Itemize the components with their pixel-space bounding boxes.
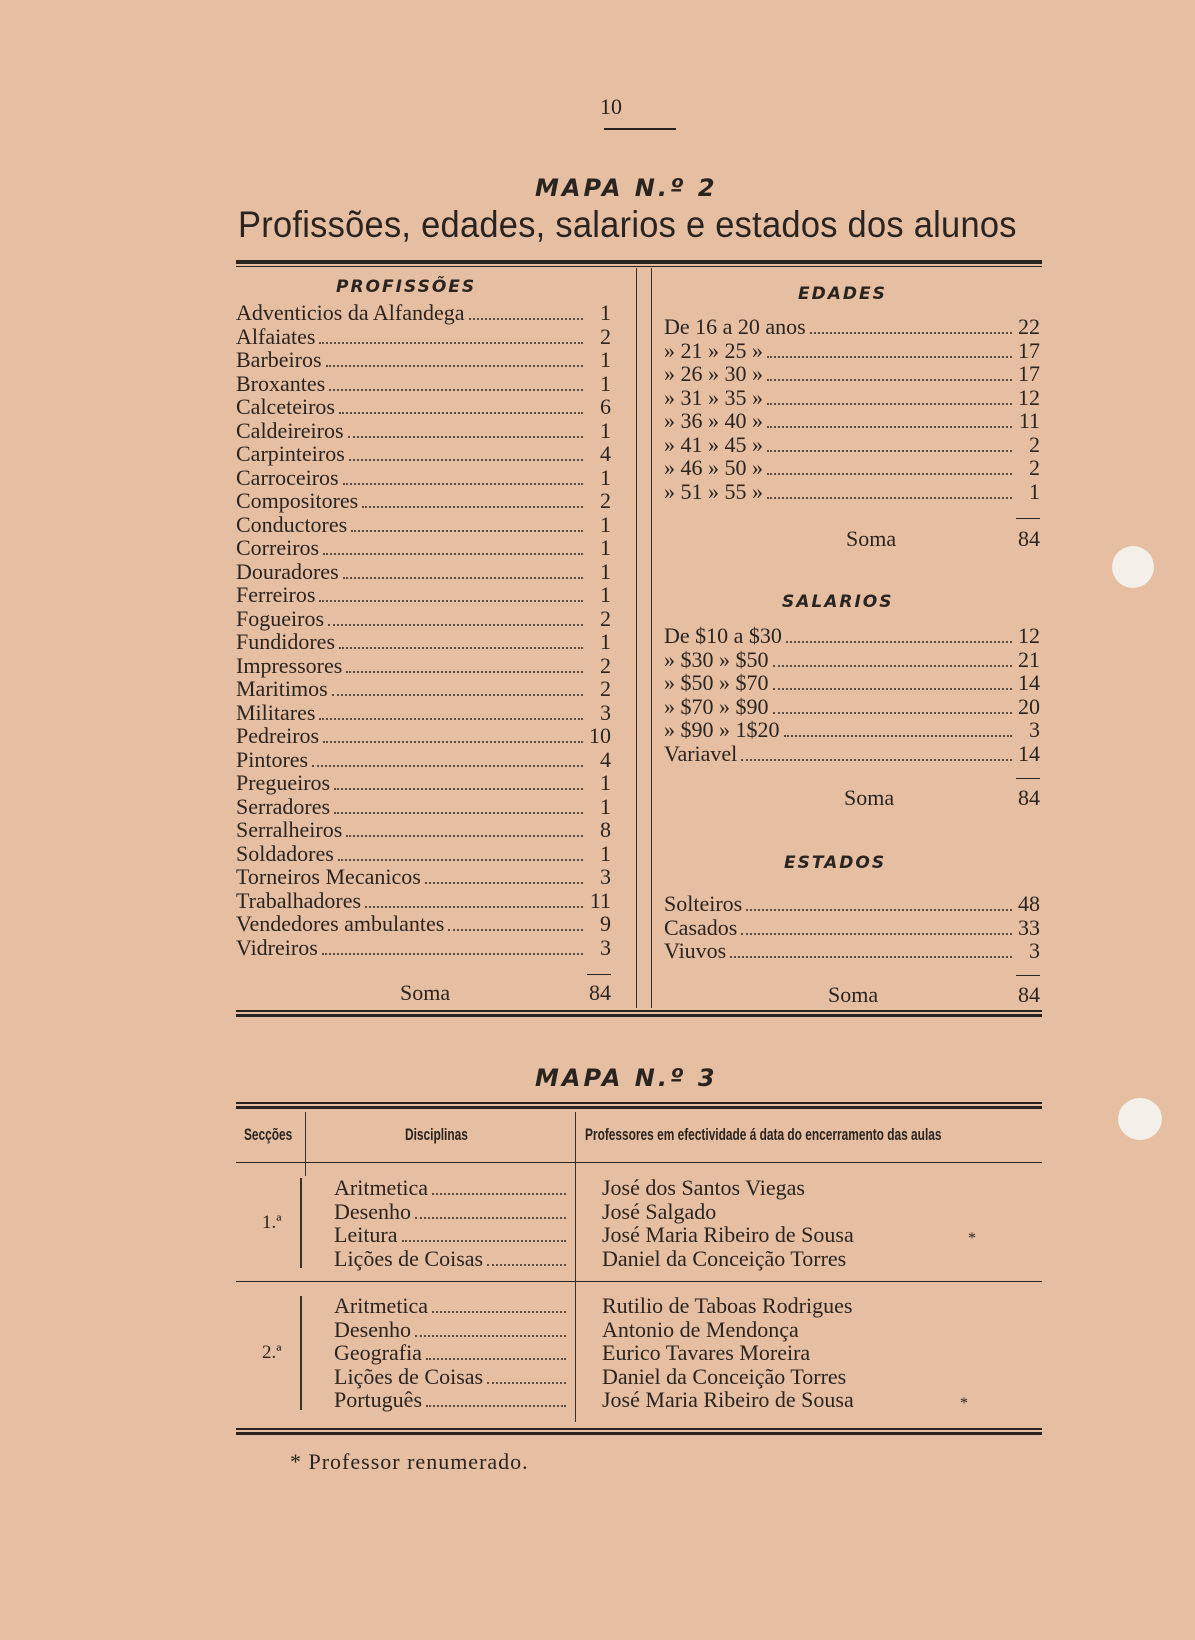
profissao-label: Maritimos <box>236 676 328 701</box>
profissao-value: 10 <box>589 723 611 748</box>
salario-label: » $90 » 1$20 <box>664 717 780 742</box>
section-brace <box>300 1296 302 1410</box>
disciplina: Português <box>334 1387 422 1412</box>
disciplina: Desenho <box>334 1198 411 1224</box>
estados-heading: ESTADOS <box>784 853 887 873</box>
header-professores: Professores em efectividade á data do encerramento das aulas <box>585 1125 942 1144</box>
estado-value: 33 <box>1018 914 1040 940</box>
salario-value: 20 <box>1018 693 1040 719</box>
profissao-value: 11 <box>589 887 611 913</box>
salario-value: 3 <box>1029 717 1040 742</box>
profissao-leader-dots <box>339 647 583 649</box>
estado-value: 48 <box>1018 891 1040 916</box>
professor: José Maria Ribeiro de Sousa <box>602 1387 854 1412</box>
mapa3-section-rule <box>236 1281 1042 1282</box>
profissao-leader-dots <box>326 365 583 367</box>
edade-leader-dots <box>810 332 1012 334</box>
edades-soma-label: Soma <box>846 526 897 551</box>
profissao-label: Pregueiros <box>236 770 331 795</box>
profissao-label: Pedreiros <box>236 723 320 748</box>
profissao-value: 1 <box>600 464 611 490</box>
profissoes-heading: PROFISSÕES <box>336 277 477 297</box>
mapa3-title: MAPA N.º 3 <box>535 1064 718 1092</box>
disciplina: Lições de Coisas <box>334 1363 484 1389</box>
salario-leader-dots <box>773 712 1013 714</box>
mapa2-bottom-rule-thick <box>236 1014 1042 1017</box>
edade-value: 2 <box>1029 431 1040 457</box>
professor: José Maria Ribeiro de Sousa <box>602 1222 854 1247</box>
disciplina: Leitura <box>334 1222 398 1247</box>
estado-leader-dots <box>746 909 1012 911</box>
profissao-label: Militares <box>236 699 316 725</box>
profissao-label: Calceteiros <box>236 394 335 419</box>
profissao-leader-dots <box>322 953 583 955</box>
profissao-value: 1 <box>600 535 611 560</box>
profissao-value: 1 <box>600 840 611 866</box>
salario-leader-dots <box>773 688 1013 690</box>
header-seccoes: Secções <box>244 1125 293 1144</box>
salario-value: 21 <box>1018 646 1040 672</box>
salarios-soma-value: 84 <box>1018 785 1040 810</box>
profissao-label: Trabalhadores <box>236 887 362 913</box>
professor: José dos Santos Viegas <box>602 1175 805 1200</box>
disciplina: Aritmetica <box>334 1293 429 1318</box>
mapa3-col-divider-2 <box>575 1112 576 1422</box>
mapa2-title: MAPA N.º 2 <box>535 174 718 202</box>
professor: Antonio de Mendonça <box>602 1316 799 1342</box>
page-number-rule <box>604 128 676 130</box>
edade-leader-dots <box>767 379 1012 381</box>
profissao-leader-dots <box>469 318 584 320</box>
column-divider-inner <box>651 268 652 1008</box>
profissao-leader-dots <box>346 835 583 837</box>
edades-soma-rule <box>1016 518 1040 519</box>
mapa3-bottom-rule <box>236 1428 1042 1430</box>
profissao-leader-dots <box>338 859 583 861</box>
profissao-value: 2 <box>600 605 611 631</box>
disciplina: Lições de Coisas <box>334 1245 484 1271</box>
profissao-label: Impressores <box>236 652 343 678</box>
professor-star: * <box>968 1230 976 1247</box>
profissao-label: Vidreiros <box>236 934 318 960</box>
edade-label: » 31 » 35 » <box>664 384 763 410</box>
mapa2-subtitle: Profissões, edades, salarios e estados dos alunos <box>238 204 1017 245</box>
professor: Eurico Tavares Moreira <box>602 1340 811 1365</box>
profissao-label: Carroceiros <box>236 464 339 490</box>
estados-soma-label: Soma <box>828 982 879 1007</box>
salario-leader-dots <box>773 665 1013 667</box>
disciplina-leader-dots <box>432 1311 566 1313</box>
profissao-leader-dots <box>334 788 583 790</box>
edade-label: » 46 » 50 » <box>664 455 763 480</box>
edade-value: 17 <box>1018 361 1040 386</box>
profissoes-soma-rule <box>587 974 611 975</box>
professor: José Salgado <box>602 1198 717 1224</box>
profissao-leader-dots <box>334 812 583 814</box>
professor: Rutilio de Taboas Rodrigues <box>602 1293 853 1318</box>
disciplina-leader-dots <box>432 1193 566 1195</box>
profissao-value: 2 <box>600 652 611 678</box>
profissao-label: Fundidores <box>236 629 335 654</box>
mapa2-bottom-rule <box>236 1010 1042 1012</box>
disciplina-leader-dots <box>426 1358 566 1360</box>
profissao-leader-dots <box>348 436 583 438</box>
profissao-value: 2 <box>600 488 611 513</box>
edade-label: » 26 » 30 » <box>664 361 763 386</box>
profissao-value: 3 <box>600 699 611 725</box>
disciplina: Desenho <box>334 1316 411 1342</box>
disciplina-leader-dots <box>487 1264 566 1266</box>
profissao-label: Carpinteiros <box>236 441 345 466</box>
profissao-label: Vendedores ambulantes <box>236 911 445 936</box>
salario-value: 14 <box>1018 670 1040 695</box>
profissao-leader-dots <box>448 929 583 931</box>
profissao-value: 2 <box>600 676 611 701</box>
profissao-value: 2 <box>600 323 611 349</box>
professor-star: * <box>960 1395 968 1412</box>
edade-value: 12 <box>1018 384 1040 410</box>
edade-leader-dots <box>767 473 1012 475</box>
profissao-leader-dots <box>339 412 583 414</box>
profissao-label: Barbeiros <box>236 347 322 372</box>
salario-value: 14 <box>1018 740 1040 766</box>
profissao-label: Torneiros Mecanicos <box>236 864 421 889</box>
profissao-leader-dots <box>346 671 583 673</box>
profissao-leader-dots <box>365 906 583 908</box>
estado-value: 3 <box>1029 938 1040 963</box>
mapa3-col-divider-1 <box>305 1112 306 1176</box>
profissao-leader-dots <box>343 577 583 579</box>
profissao-leader-dots <box>351 530 583 532</box>
profissao-value: 1 <box>600 417 611 443</box>
profissao-value: 3 <box>600 934 611 960</box>
salario-leader-dots <box>786 641 1012 643</box>
salario-label: Variavel <box>664 740 738 766</box>
edade-value: 11 <box>1018 408 1040 433</box>
edade-leader-dots <box>767 426 1012 428</box>
profissao-value: 4 <box>600 746 611 772</box>
edade-value: 1 <box>1029 478 1040 504</box>
profissao-value: 1 <box>600 300 611 325</box>
column-divider <box>636 268 637 1008</box>
profissao-value: 9 <box>600 911 611 936</box>
mapa2-top-rule <box>236 260 1042 264</box>
edade-leader-dots <box>767 497 1012 499</box>
profissao-label: Caldeireiros <box>236 417 344 443</box>
disciplina-leader-dots <box>402 1240 566 1242</box>
section-label: 2.ª <box>262 1341 282 1363</box>
profissao-label: Serralheiros <box>236 817 343 842</box>
edade-leader-dots <box>767 450 1012 452</box>
salario-label: De $10 a $30 <box>664 623 782 648</box>
disciplina: Aritmetica <box>334 1175 429 1200</box>
disciplina-leader-dots <box>415 1335 566 1337</box>
profissao-value: 1 <box>600 582 611 607</box>
disciplina: Geografia <box>334 1340 422 1365</box>
salario-leader-dots <box>784 735 1013 737</box>
profissao-leader-dots <box>319 600 583 602</box>
profissao-label: Conductores <box>236 511 348 537</box>
profissao-label: Correiros <box>236 535 320 560</box>
section-brace <box>300 1178 302 1268</box>
disciplina-leader-dots <box>426 1405 566 1407</box>
profissao-label: Soldadores <box>236 840 334 866</box>
punch-hole-bottom <box>1118 1098 1162 1140</box>
profissao-leader-dots <box>312 765 583 767</box>
edade-value: 2 <box>1029 455 1040 480</box>
profissao-leader-dots <box>349 459 583 461</box>
profissao-label: Ferreiros <box>236 582 316 607</box>
estado-leader-dots <box>730 956 1012 958</box>
section-label: 1.ª <box>262 1212 282 1233</box>
mapa2-top-rule-thin <box>236 266 1042 267</box>
estados-soma-value: 84 <box>1018 982 1040 1007</box>
profissao-value: 1 <box>600 793 611 819</box>
salarios-soma-label: Soma <box>844 785 895 810</box>
profissao-value: 1 <box>600 370 611 396</box>
edade-value: 22 <box>1018 314 1040 339</box>
disciplina-leader-dots <box>415 1217 566 1219</box>
estado-leader-dots <box>741 933 1012 935</box>
profissao-leader-dots <box>343 483 583 485</box>
estado-label: Casados <box>664 914 738 940</box>
profissao-value: 8 <box>600 817 611 842</box>
salario-label: » $30 » $50 <box>664 646 769 672</box>
punch-hole-top <box>1112 546 1154 588</box>
profissao-leader-dots <box>323 741 583 743</box>
profissao-label: Alfaiates <box>236 323 316 349</box>
mapa3-top-rule-thick <box>236 1106 1042 1109</box>
profissao-value: 1 <box>600 629 611 654</box>
profissao-leader-dots <box>329 389 583 391</box>
mapa3-bottom-rule-thick <box>236 1432 1042 1435</box>
profissao-value: 1 <box>600 558 611 584</box>
salario-value: 12 <box>1018 623 1040 648</box>
salarios-heading: SALARIOS <box>782 592 894 612</box>
salario-label: » $50 » $70 <box>664 670 769 695</box>
profissao-leader-dots <box>319 718 583 720</box>
profissoes-soma-label: Soma <box>400 980 451 1005</box>
edade-label: » 21 » 25 » <box>664 337 763 363</box>
profissao-leader-dots <box>323 553 583 555</box>
estado-label: Viuvos <box>664 938 727 963</box>
profissao-label: Serradores <box>236 793 331 819</box>
edades-heading: EDADES <box>798 284 887 304</box>
estados-soma-rule <box>1016 975 1040 976</box>
edade-leader-dots <box>767 403 1012 405</box>
edade-value: 17 <box>1018 337 1040 363</box>
profissao-leader-dots <box>362 506 583 508</box>
profissao-value: 4 <box>600 441 611 466</box>
profissao-label: Compositores <box>236 488 359 513</box>
profissoes-soma-value: 84 <box>589 980 611 1005</box>
profissao-value: 3 <box>600 864 611 889</box>
page-number: 10 <box>600 94 622 119</box>
profissao-value: 1 <box>600 511 611 537</box>
profissao-value: 6 <box>600 394 611 419</box>
edade-label: » 36 » 40 » <box>664 408 763 433</box>
edades-soma-value: 84 <box>1018 526 1040 551</box>
profissao-leader-dots <box>332 694 583 696</box>
profissao-label: Douradores <box>236 558 339 584</box>
profissao-value: 1 <box>600 347 611 372</box>
salario-leader-dots <box>741 759 1012 761</box>
profissao-label: Pintores <box>236 746 309 772</box>
disciplina-leader-dots <box>487 1382 566 1384</box>
profissao-leader-dots <box>328 624 583 626</box>
footnote: * Professor renumerado. <box>290 1449 529 1474</box>
header-disciplinas: Disciplinas <box>405 1125 468 1144</box>
profissao-leader-dots <box>425 882 583 884</box>
edade-label: » 41 » 45 » <box>664 431 763 457</box>
salario-label: » $70 » $90 <box>664 693 769 719</box>
profissao-label: Adventicios da Alfandega <box>236 300 465 325</box>
professor: Daniel da Conceição Torres <box>602 1245 847 1271</box>
edade-label: » 51 » 55 » <box>664 478 763 504</box>
estado-label: Solteiros <box>664 891 743 916</box>
mapa3-top-rule <box>236 1102 1042 1104</box>
salarios-soma-rule <box>1016 778 1040 779</box>
profissao-leader-dots <box>319 342 583 344</box>
profissao-label: Broxantes <box>236 370 326 396</box>
professor: Daniel da Conceição Torres <box>602 1363 847 1389</box>
profissao-label: Fogueiros <box>236 605 324 631</box>
profissao-value: 1 <box>600 770 611 795</box>
edade-leader-dots <box>767 356 1012 358</box>
edade-label: De 16 a 20 anos <box>664 314 806 339</box>
mapa3-header-rule <box>236 1162 1042 1163</box>
